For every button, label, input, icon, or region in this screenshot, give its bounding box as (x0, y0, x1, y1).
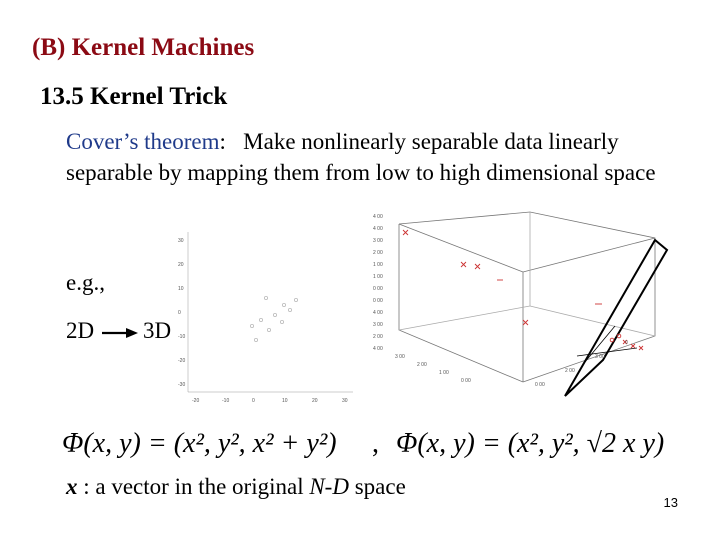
plot2d-axes (188, 232, 353, 392)
plot2d-x-tick-label: 10 (282, 398, 288, 404)
plot2d-y-tick-label: -20 (178, 358, 186, 364)
plot3d-z-tick-label: 2 00 (373, 250, 383, 256)
plot3d-z-tick-label: 4 00 (373, 214, 383, 220)
plot2d-y-tick-label: -30 (178, 382, 186, 388)
plot3d-z-ticks (373, 214, 383, 340)
section-title: (B) Kernel Machines (32, 34, 255, 61)
scatter-plot-2d (178, 232, 360, 410)
vector-note-space: N-D (309, 474, 349, 499)
plot3d-z-tick-label: 0 00 (373, 286, 383, 292)
formula-separator-comma: , (372, 428, 379, 459)
scatter-plot-3d (365, 210, 695, 410)
theorem-colon: : (219, 129, 226, 154)
plot3d-x-tick-label: 3 00 (395, 354, 405, 360)
plot3d-z-tick-label: 4 00 (373, 310, 383, 316)
plot2d-y-tick-label: 0 (178, 310, 181, 316)
theorem-statement: Make nonlinearly separable data linearly separable by mapping them from low to high dimensional space (66, 129, 656, 185)
plot3d-z-tick-label: 4 00 (373, 226, 383, 232)
plot2d-y-tick-label: 20 (178, 262, 184, 268)
mapping-formula (60, 418, 680, 466)
plot2d-y-tick-label: 30 (178, 238, 184, 244)
page-number: 13 (663, 495, 678, 510)
vector-note-mid: : a vector in the original (77, 474, 310, 499)
plot3d-y-tick-label: 0 00 (535, 382, 545, 388)
plot2d-y-tick-label: 10 (178, 286, 184, 292)
plot2d-x-tick-label: 30 (342, 398, 348, 404)
plot3d-y-tick-label: 2 00 (565, 368, 575, 374)
plot3d-z-tick-label: 1 00 (373, 274, 383, 280)
plot3d-z-tick-label: 1 00 (373, 262, 383, 268)
plot3d-y-tick-label: 3 00 (595, 354, 605, 360)
subsection-title: 13.5 Kernel Trick (40, 83, 228, 110)
plot3d-box (399, 212, 655, 382)
plot2d-x-tick-label: -10 (222, 398, 230, 404)
plot2d-x-ticks (192, 398, 348, 404)
plot2d-x-tick-label: 0 (252, 398, 255, 404)
plot2d-y-tick-label: -10 (178, 334, 186, 340)
example-label: e.g., (66, 270, 105, 295)
plot3d-x-ticks (373, 346, 471, 384)
mapping-formula-2: Φ(x, y) = (x², y², √2 x y) (396, 428, 665, 459)
plot2d-points (250, 296, 297, 341)
theorem-term: Cover’s theorem (66, 129, 220, 154)
plot3d-y-tick-label: 0 (625, 340, 628, 346)
plot3d-z-tick-label: 0 00 (373, 298, 383, 304)
plot3d-x-tick-label: 4 00 (373, 346, 383, 352)
plot2d-y-ticks (178, 238, 185, 388)
plot2d-x-tick-label: 20 (312, 398, 318, 404)
vector-symbol: x (66, 474, 78, 499)
plot2d-x-tick-label: -20 (192, 398, 200, 404)
theorem-text-block (66, 126, 686, 188)
plot3d-x-tick-label: 1 00 (439, 370, 449, 376)
plot3d-x-tick-label: 2 00 (417, 362, 427, 368)
right-arrow-icon (100, 320, 140, 344)
plot3d-z-tick-label: 3 00 (373, 238, 383, 244)
vector-note-end: space (348, 474, 406, 499)
plot3d-x-tick-label: 0 00 (461, 378, 471, 384)
plot3d-z-tick-label: 2 00 (373, 334, 383, 340)
from-dimension-label: 2D (66, 318, 95, 343)
vector-note (66, 474, 406, 500)
to-dimension-label: 3D (143, 318, 172, 343)
plot3d-z-tick-label: 3 00 (373, 322, 383, 328)
mapping-formula-1: Φ(x, y) = (x², y², x² + y²) (62, 428, 337, 459)
